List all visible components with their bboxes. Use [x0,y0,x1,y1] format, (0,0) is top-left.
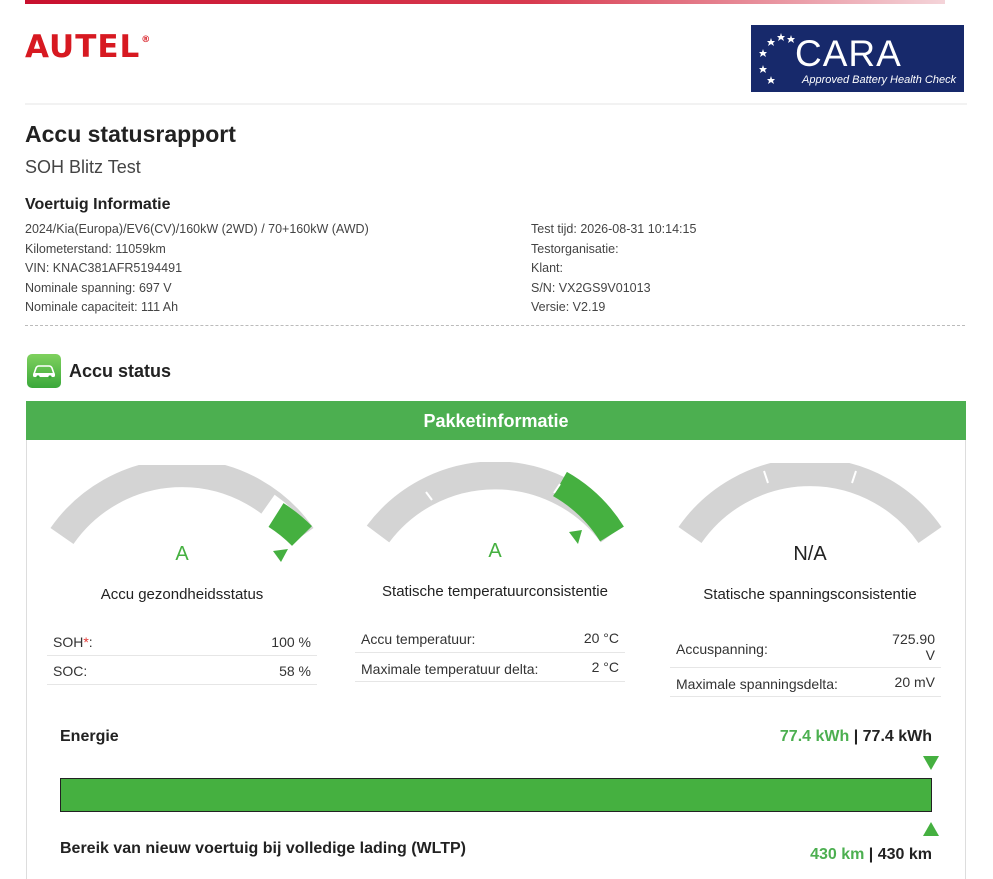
nominal-capacity: Nominale capaciteit: 111 Ah [25,300,179,315]
voltage-gauge [676,463,944,573]
top-accent-line [25,0,945,4]
vin: VIN: KNAC381AFR5194491 [25,261,183,276]
header-divider [25,103,967,105]
battery-status-title: Accu status [69,361,172,381]
energy-label: Energie [60,728,119,745]
soc-value: 58 % [279,663,311,679]
voltage-grade: N/A [793,543,827,565]
range-label: Bereik van nieuw voertuig bij volledige lading (WLTP) [60,840,466,857]
energy-values: 77.4 kWh | 77.4 kWh [779,728,932,745]
temperature-table [355,625,625,682]
cara-tagline: Approved Battery Health Check [802,74,957,86]
energy-bar [60,778,932,812]
range-current: 430 km [810,846,865,863]
nominal-voltage: Nominale spanning: 697 V [25,280,172,295]
vehicle-model: 2024/Kia(Europa)/EV6(CV)/160kW (2WD) / 70+160kW (AWD) [25,222,369,236]
customer: Klant: [531,261,563,276]
table-row [355,653,625,682]
report-title: Accu statusrapport [25,121,236,147]
mileage: Kilometerstand: 11059km [25,241,166,256]
vehicle-info-divider [25,325,965,326]
table-row [47,656,317,685]
cara-wordmark: CARA [795,33,902,74]
max-temperature-delta-key: Maximale temperatuur delta: [361,661,539,677]
table-row [670,668,941,697]
table-row [355,625,625,653]
marker-up-icon [923,822,939,836]
energy-nominal: 77.4 kWh [862,728,932,745]
max-voltage-delta-value: 20 mV [894,674,935,690]
temperature-grade: A [488,540,502,562]
range-nominal: 430 km [877,846,932,863]
soh-table [47,628,317,685]
autel-logo: AUTEL® [25,29,152,65]
soh-grade: A [175,543,189,565]
vehicle-info-left [25,220,369,318]
marker-down-icon [923,756,939,770]
test-time: Test tijd: 2026-08-31 10:14:15 [531,222,697,236]
soh-gauge [48,465,316,575]
serial-number: S/N: VX2GS9V01013 [531,280,651,295]
energy-current: 77.4 kWh [779,728,850,745]
soc-key: SOC: [53,663,88,679]
max-voltage-delta-key: Maximale spanningsdelta: [676,676,838,692]
version: Versie: V2.19 [531,300,606,315]
battery-voltage-key: Accuspanning: [676,641,768,657]
temperature-gauge [364,462,626,572]
package-info-header: Pakketinformatie [26,401,966,440]
voltage-gauge-label: Statische spanningsconsistentie [703,586,917,603]
soh-value: 100 % [271,634,311,650]
temperature-gauge-label: Statische temperatuurconsistentie [382,583,608,600]
battery-temperature-value: 20 °C [583,630,619,646]
report-subtitle: SOH Blitz Test [25,157,141,177]
battery-voltage-value: 725.90 V [892,631,935,663]
max-temperature-delta-value: 2 °C [591,659,619,675]
table-row [670,627,941,668]
soh-gauge-label: Accu gezondheidsstatus [100,586,264,603]
soh-key: SOH*: [53,634,93,650]
car-battery-icon [27,354,61,388]
battery-temperature-key: Accu temperatuur: [361,631,476,647]
test-organisation: Testorganisatie: [531,241,619,256]
range-values: 430 km | 430 km [810,846,932,863]
voltage-table [670,627,941,697]
table-row [47,628,317,656]
cara-badge [751,25,964,92]
vehicle-info-right [531,220,696,318]
vehicle-info-heading: Voertuig Informatie [25,196,171,213]
